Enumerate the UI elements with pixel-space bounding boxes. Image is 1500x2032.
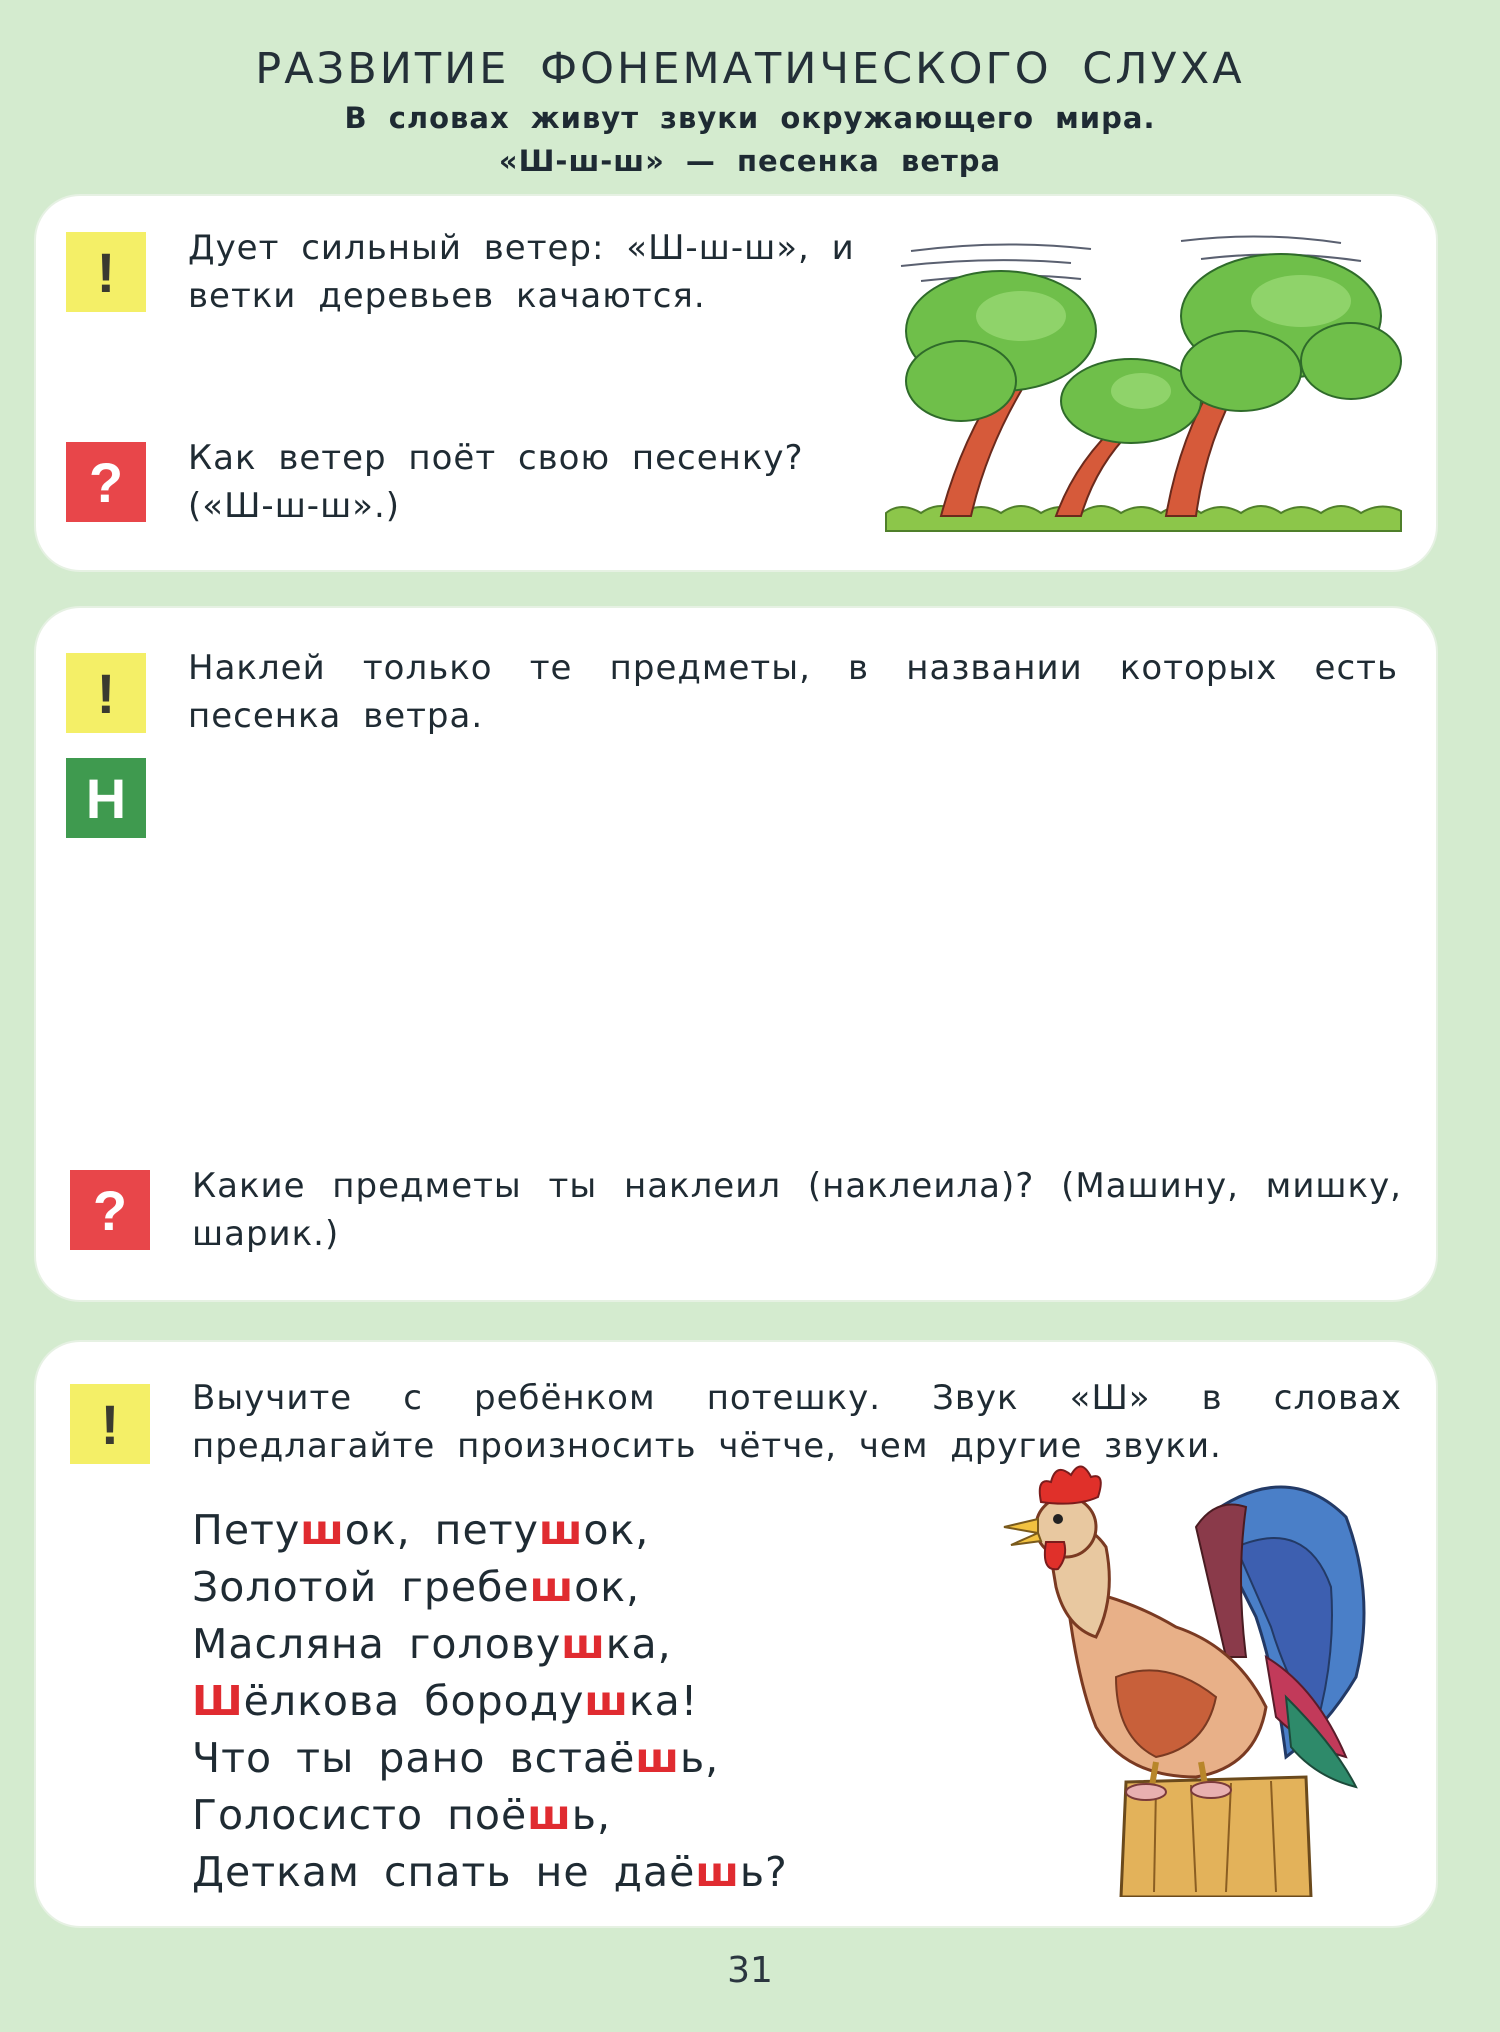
- highlighted-sh-letter: ш: [695, 1848, 740, 1896]
- poem-text: ка!: [628, 1677, 699, 1725]
- card1-info-text: Дует сильный ветер: «Ш-ш-ш», и ветки деревьев качаются.: [188, 228, 855, 316]
- question-badge-icon: ?: [66, 442, 146, 522]
- poem-text: Пету: [192, 1506, 301, 1554]
- poem-text: ок,: [574, 1563, 641, 1611]
- poem-line: [192, 1673, 788, 1730]
- highlighted-sh-letter: ш: [635, 1734, 680, 1782]
- highlighted-sh-letter: ш: [584, 1677, 629, 1725]
- poem-text: ок, пету: [344, 1506, 539, 1554]
- question-badge-icon: ?: [70, 1170, 150, 1250]
- card3-info-text: Выучите с ребёнком потешку. Звук «Ш» в словах предлагайте произносить чётче, чем другие звуки.: [192, 1378, 1402, 1466]
- poem-line: [192, 1787, 788, 1844]
- poem-text: Голосисто поё: [192, 1791, 528, 1839]
- poem-text: Масляна голову: [192, 1620, 562, 1668]
- poem-text: ь,: [679, 1734, 720, 1782]
- highlighted-sh-letter: ш: [300, 1506, 345, 1554]
- highlighted-sh-letter: ш: [529, 1563, 575, 1611]
- page-header: [0, 44, 1500, 180]
- exclamation-badge-icon: !: [66, 232, 146, 312]
- poem-text: Золотой гребе: [192, 1563, 530, 1611]
- poem-line: [192, 1844, 788, 1901]
- poem-text: Деткам спать не даё: [192, 1848, 696, 1896]
- poem-text: Что ты рано встаё: [192, 1734, 636, 1782]
- poem-line: [192, 1616, 788, 1673]
- rooster-illustration: [986, 1457, 1416, 1897]
- poem-line: [192, 1559, 788, 1616]
- sticker-badge-icon: Н: [66, 758, 146, 838]
- card-wind: [36, 196, 1436, 570]
- poem-line: [192, 1730, 788, 1787]
- page-title: РАЗВИТИЕ ФОНЕМАТИЧЕСКОГО СЛУХА: [255, 44, 1245, 94]
- rhyme-poem: [192, 1502, 788, 1901]
- highlighted-sh-letter: ш: [538, 1506, 584, 1554]
- highlighted-sh-letter: ш: [561, 1620, 606, 1668]
- exclamation-badge-icon: !: [66, 653, 146, 733]
- poem-text: ка,: [605, 1620, 672, 1668]
- highlighted-sh-letter: ш: [527, 1791, 572, 1839]
- page-subtitle-1: В словах живут звуки окружающего мира.: [344, 101, 1156, 135]
- poem-text: ок,: [583, 1506, 650, 1554]
- trees-wind-illustration: [881, 221, 1421, 541]
- poem-text: ь?: [739, 1848, 788, 1896]
- card2-info-text: Наклей только те предметы, в названии которых есть песенка ветра.: [188, 648, 1398, 736]
- card2-question-text: Какие предметы ты наклеил (наклеила)? (Машину, мишку, шарик.): [192, 1166, 1402, 1254]
- poem-text: ёлкова бороду: [243, 1677, 585, 1725]
- card-sticker-task: [36, 608, 1436, 1300]
- highlighted-sh-letter: Ш: [192, 1677, 244, 1725]
- card1-question-text: Как ветер поёт свою песенку? («Ш-ш-ш».): [188, 438, 804, 526]
- exclamation-badge-icon: !: [70, 1384, 150, 1464]
- page-number: 31: [727, 1950, 773, 1991]
- poem-line: [192, 1502, 788, 1559]
- poem-text: ь,: [571, 1791, 611, 1839]
- page-subtitle-2: «Ш-ш-ш» — песенка ветра: [498, 144, 1002, 178]
